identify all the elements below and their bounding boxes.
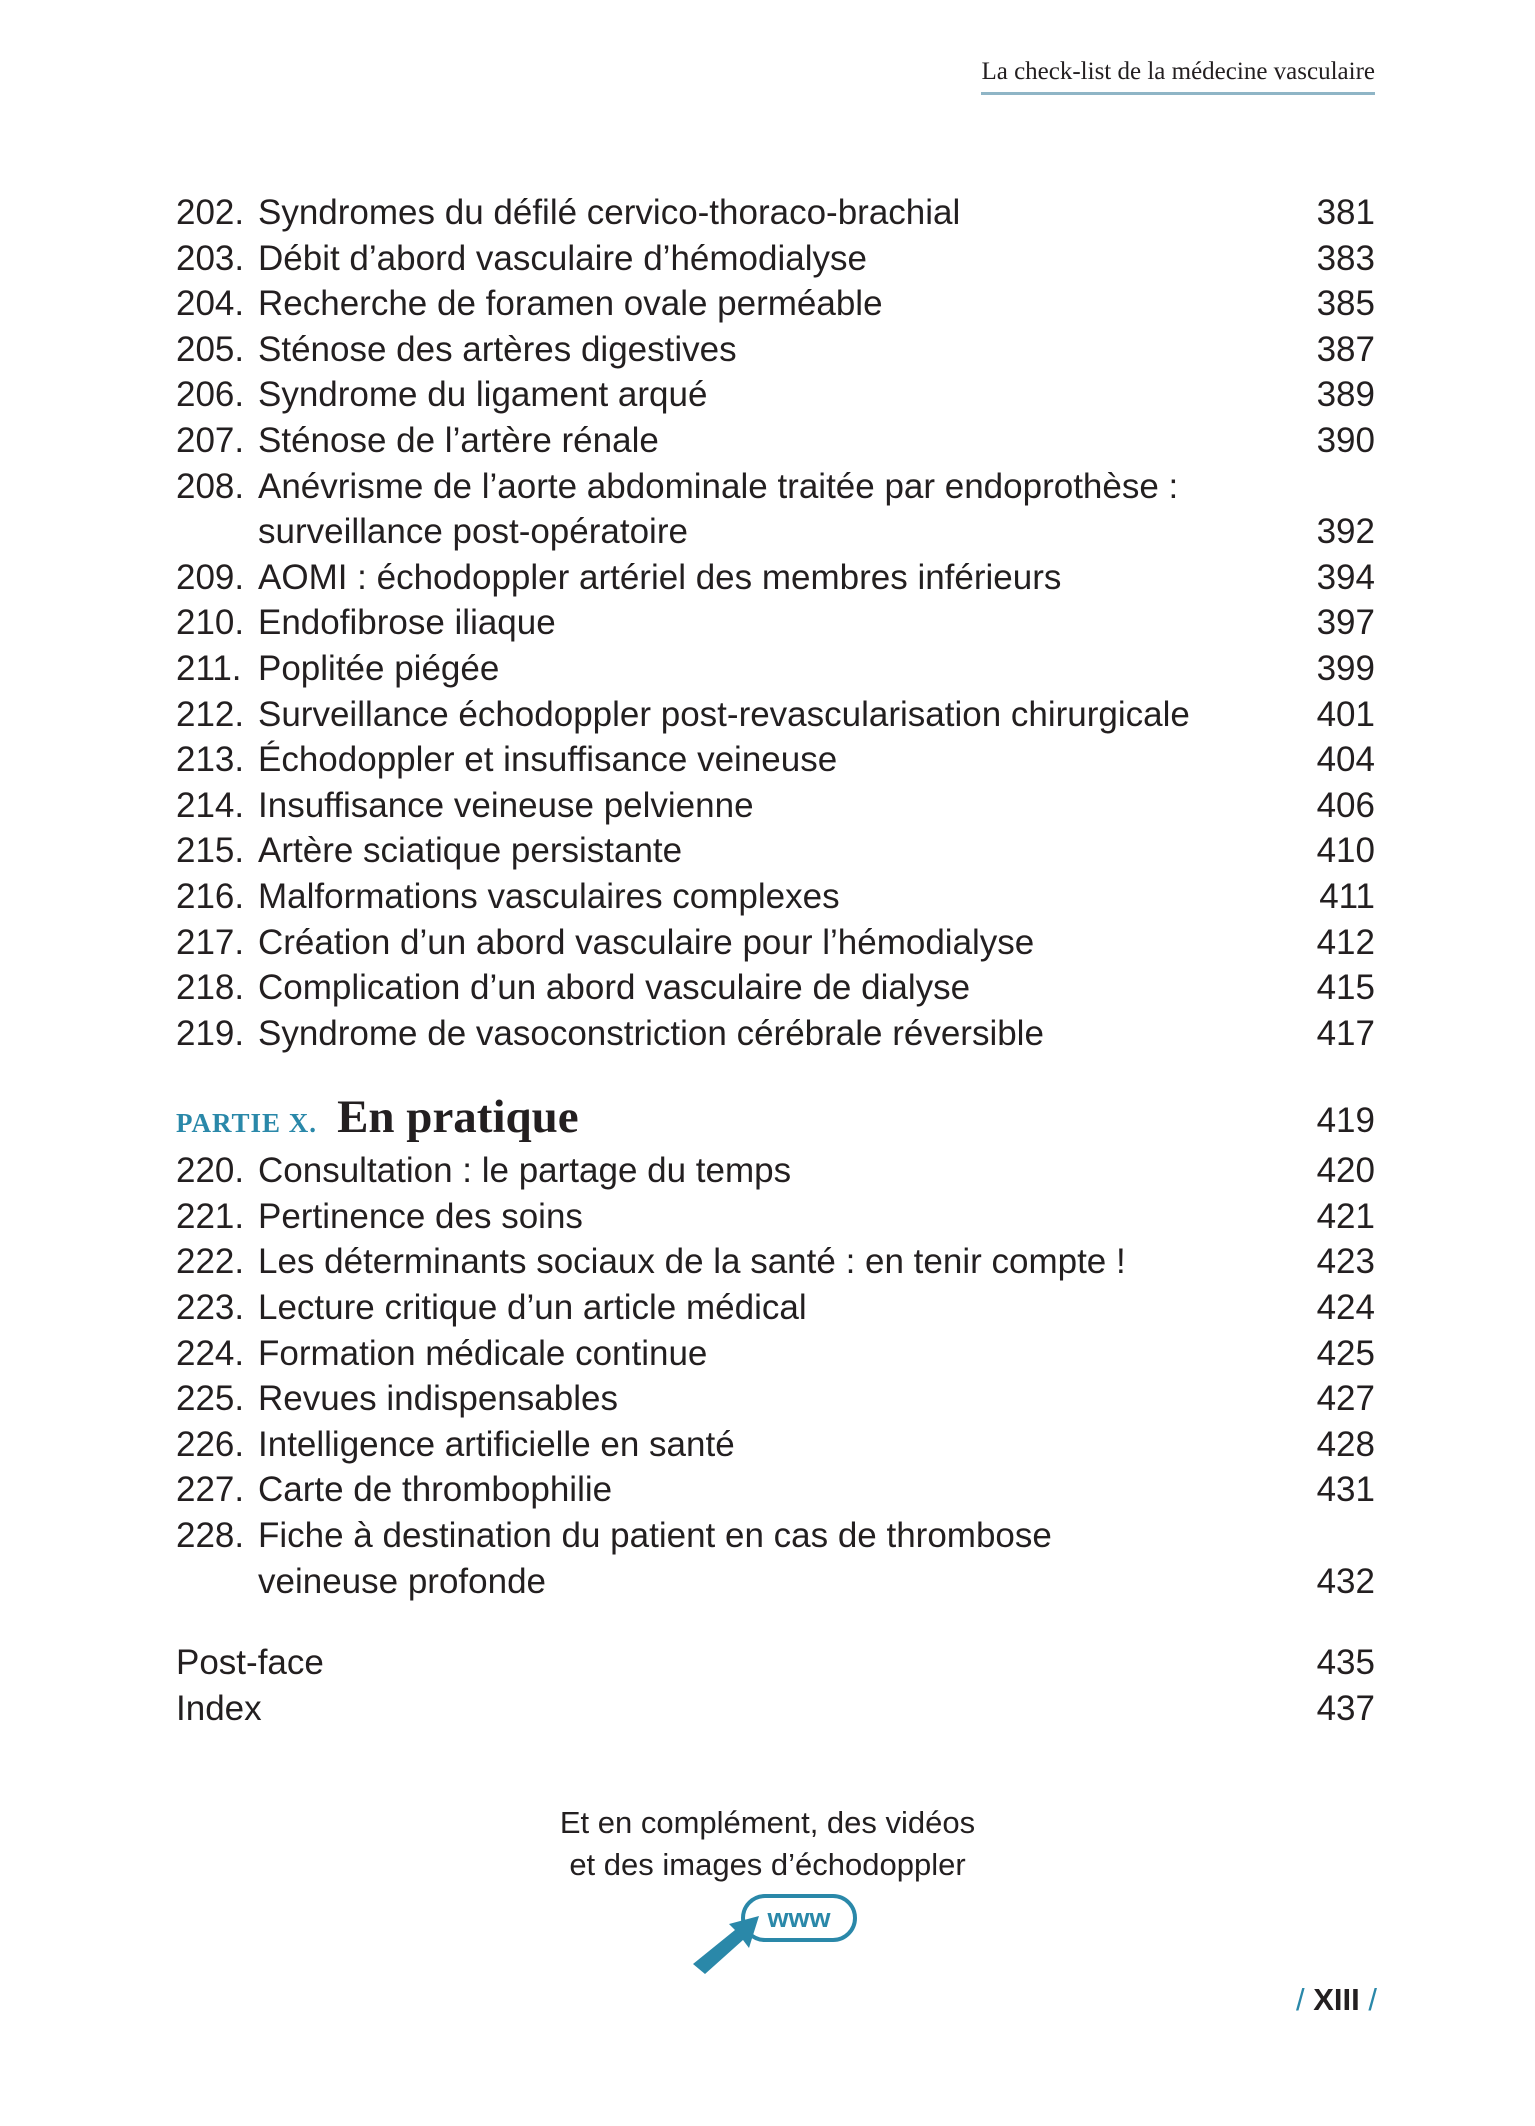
running-title: La check-list de la médecine vasculaire: [981, 58, 1375, 95]
toc-entry: [176, 1513, 1375, 1604]
entry-title: Endofibrose iliaque: [258, 603, 556, 643]
entry-title: Syndrome de vasoconstriction cérébrale réversible: [258, 1013, 1044, 1053]
toc-entry: [176, 236, 1375, 282]
part-heading: [176, 1092, 1375, 1148]
entry-page: 411: [1319, 876, 1375, 916]
toc-entry: [176, 965, 1375, 1011]
entry-page: 381: [1316, 193, 1375, 232]
entry-number: 214.: [176, 785, 245, 825]
entry-title: Débit d’abord vasculaire d’hémodialyse: [258, 238, 867, 278]
entry-title: Revues indispensables: [258, 1379, 618, 1419]
entry-page: 401: [1316, 694, 1375, 734]
entry-number: 223.: [176, 1288, 245, 1328]
entry-title-continued: surveillance post-opératoire: [258, 512, 688, 552]
entry-title-block: [258, 464, 1255, 555]
entry-page: 383: [1316, 238, 1375, 278]
entry-page: 412: [1316, 922, 1375, 962]
entry-title-continued: veineuse profonde: [258, 1561, 546, 1601]
entry-title-block: [258, 920, 1255, 966]
entry-title: Complication d’un abord vasculaire de dialyse: [258, 968, 971, 1008]
entry-page: 420: [1316, 1151, 1375, 1191]
entry-page: 390: [1316, 420, 1375, 460]
entry-title-block: [258, 692, 1255, 738]
entry-title: AOMI : échodoppler artériel des membres inférieurs: [258, 557, 1062, 597]
entry-number: 228.: [176, 1516, 245, 1556]
complement-note: [0, 1802, 1535, 1886]
entry-title-block: [258, 783, 1255, 829]
entry-number: 203.: [176, 238, 245, 278]
entry-title-block: [258, 965, 1255, 1011]
toc-entry: [176, 1422, 1375, 1468]
entry-number: 227.: [176, 1470, 245, 1510]
toc-entry: [176, 1194, 1375, 1240]
entry-title-block: [258, 874, 1255, 920]
complement-line-1: Et en complément, des vidéos: [559, 1805, 976, 1840]
entry-number: 204.: [176, 284, 245, 324]
toc-entry: [176, 555, 1375, 601]
entry-page: 432: [1316, 1561, 1375, 1601]
part-page-number: 419: [1316, 1101, 1375, 1141]
toc-entry: [176, 646, 1375, 692]
toc-entry: [176, 372, 1375, 418]
entry-number: 221.: [176, 1196, 245, 1236]
entry-title-block: [258, 1285, 1255, 1331]
entry-page: 421: [1316, 1196, 1375, 1236]
entry-number: 219.: [176, 1013, 245, 1053]
entry-title: Fiche à destination du patient en cas de thrombose: [258, 1516, 1052, 1556]
entry-number: 208.: [176, 466, 245, 506]
entry-title: Post-face: [176, 1643, 324, 1683]
entry-number: 224.: [176, 1333, 245, 1373]
entry-page: 406: [1316, 785, 1375, 825]
entry-page: 394: [1316, 557, 1375, 597]
www-arrow-icon: [685, 1888, 865, 1978]
entry-title: Carte de thrombophilie: [258, 1470, 613, 1510]
toc-entry: [176, 692, 1375, 738]
entry-page: 410: [1316, 831, 1375, 871]
entry-title-block: [258, 600, 1255, 646]
entry-number: 209.: [176, 557, 245, 597]
entry-page: 415: [1316, 968, 1375, 1008]
entry-number: 206.: [176, 375, 245, 415]
entry-number: 210.: [176, 603, 245, 643]
entry-title: Malformations vasculaires complexes: [258, 876, 840, 916]
entry-number: 215.: [176, 831, 245, 871]
entry-page: 417: [1316, 1013, 1375, 1053]
entry-title-block: [258, 236, 1255, 282]
entry-title: Poplitée piégée: [258, 648, 500, 688]
entry-page: 435: [1316, 1643, 1375, 1683]
entry-number: 211.: [176, 648, 242, 688]
entry-title-block: [258, 828, 1255, 874]
entry-title-block: [258, 1467, 1255, 1513]
entry-number: 205.: [176, 329, 245, 369]
entry-page: 397: [1316, 603, 1375, 643]
entry-page: 431: [1316, 1470, 1375, 1510]
entry-title-block: [258, 1011, 1255, 1057]
entry-title-block: [258, 1422, 1255, 1468]
entry-page: 423: [1316, 1242, 1375, 1282]
entry-title-block: [258, 1513, 1255, 1604]
entry-number: 216.: [176, 876, 245, 916]
entry-title: Lecture critique d’un article médical: [258, 1288, 807, 1328]
entry-number: 202.: [176, 193, 245, 232]
complement-line-2: et des images d’échodoppler: [569, 1847, 966, 1882]
entry-page: 437: [1316, 1688, 1375, 1728]
entry-page: 392: [1316, 512, 1375, 552]
page-number: [1296, 1982, 1377, 2018]
entry-title: Sténose de l’artère rénale: [258, 420, 659, 460]
entry-title-block: [258, 372, 1255, 418]
entry-title-block: [258, 418, 1255, 464]
entry-title-block: [258, 1239, 1255, 1285]
entry-page: 427: [1316, 1379, 1375, 1419]
toc-entry: [176, 920, 1375, 966]
entry-title: Intelligence artificielle en santé: [258, 1424, 735, 1464]
entry-number: 226.: [176, 1424, 245, 1464]
entry-number: 212.: [176, 694, 245, 734]
entry-title-block: [258, 1194, 1255, 1240]
entry-title: Insuffisance veineuse pelvienne: [258, 785, 754, 825]
toc-entry-postface: [176, 1640, 1375, 1686]
entry-title: Création d’un abord vasculaire pour l’hémodialyse: [258, 922, 1035, 962]
entry-title: Échodoppler et insuffisance veineuse: [258, 740, 838, 780]
end-matter: [176, 1640, 1375, 1731]
entry-title-block: [258, 1376, 1255, 1422]
entry-title: Syndrome du ligament arqué: [258, 375, 708, 415]
entry-page: 428: [1316, 1424, 1375, 1464]
entry-number: 220.: [176, 1151, 245, 1191]
entry-title: Les déterminants sociaux de la santé : en tenir compte !: [258, 1242, 1126, 1282]
toc-entry: [176, 600, 1375, 646]
entry-page: 387: [1316, 329, 1375, 369]
entry-title-block: [258, 1148, 1255, 1194]
part-label: PARTIE X.: [176, 1108, 318, 1139]
entry-page: 385: [1316, 284, 1375, 324]
toc-section-b: [176, 1148, 1375, 1604]
toc-entry: [176, 1467, 1375, 1513]
entry-title: Sténose des artères digestives: [258, 329, 737, 369]
entry-title: Surveillance échodoppler post-revascularisation chirurgicale: [258, 694, 1190, 734]
part-title: En pratique: [337, 1091, 579, 1144]
entry-number: 222.: [176, 1242, 245, 1282]
folio-number: XIII: [1313, 1982, 1360, 2017]
entry-page: 424: [1316, 1288, 1375, 1328]
toc-entry: [176, 874, 1375, 920]
toc-entry: [176, 281, 1375, 327]
entry-title: Consultation : le partage du temps: [258, 1151, 792, 1191]
toc-entry: [176, 1331, 1375, 1377]
entry-title-block: [258, 646, 1255, 692]
entry-title-block: [258, 1331, 1255, 1377]
entry-number: 207.: [176, 420, 245, 460]
toc-entry: [176, 418, 1375, 464]
entry-title-block: [258, 281, 1255, 327]
toc-entry-index: [176, 1686, 1375, 1732]
toc-section-a: [176, 190, 1375, 1056]
entry-title-block: [258, 737, 1255, 783]
entry-title-block: [258, 327, 1255, 373]
toc-entry: [176, 737, 1375, 783]
entry-title: Index: [176, 1688, 262, 1728]
entry-title: Syndromes du défilé cervico-thoraco-brachial: [258, 193, 961, 232]
toc-entry: [176, 464, 1375, 555]
entry-page: 404: [1316, 740, 1375, 780]
www-text: www: [767, 1903, 831, 1933]
toc-entry: [176, 1148, 1375, 1194]
entry-title: Recherche de foramen ovale perméable: [258, 284, 883, 324]
entry-title: Pertinence des soins: [258, 1196, 583, 1236]
toc-entry: [176, 783, 1375, 829]
folio-slash-left: /: [1295, 1982, 1305, 2017]
entry-title-block: [258, 555, 1255, 601]
entry-title: Anévrisme de l’aorte abdominale traitée par endoprothèse :: [258, 466, 1179, 506]
entry-number: 225.: [176, 1379, 245, 1419]
entry-number: 213.: [176, 740, 245, 780]
toc-entry: [176, 1011, 1375, 1057]
toc-entry: [176, 828, 1375, 874]
toc-entry: [176, 327, 1375, 373]
toc-entry: [176, 190, 1375, 236]
toc-entry: [176, 1285, 1375, 1331]
entry-number: 217.: [176, 922, 245, 962]
entry-title-block: [258, 190, 1255, 236]
toc-entry: [176, 1239, 1375, 1285]
entry-title: Artère sciatique persistante: [258, 831, 683, 871]
entry-page: 425: [1316, 1333, 1375, 1373]
folio-slash-right: /: [1368, 1982, 1377, 2017]
entry-page: 389: [1316, 375, 1375, 415]
entry-number: 218.: [176, 968, 245, 1008]
toc-entry: [176, 1376, 1375, 1422]
entry-title: Formation médicale continue: [258, 1333, 708, 1373]
table-of-contents: [176, 190, 1375, 1731]
entry-page: 399: [1316, 648, 1375, 688]
